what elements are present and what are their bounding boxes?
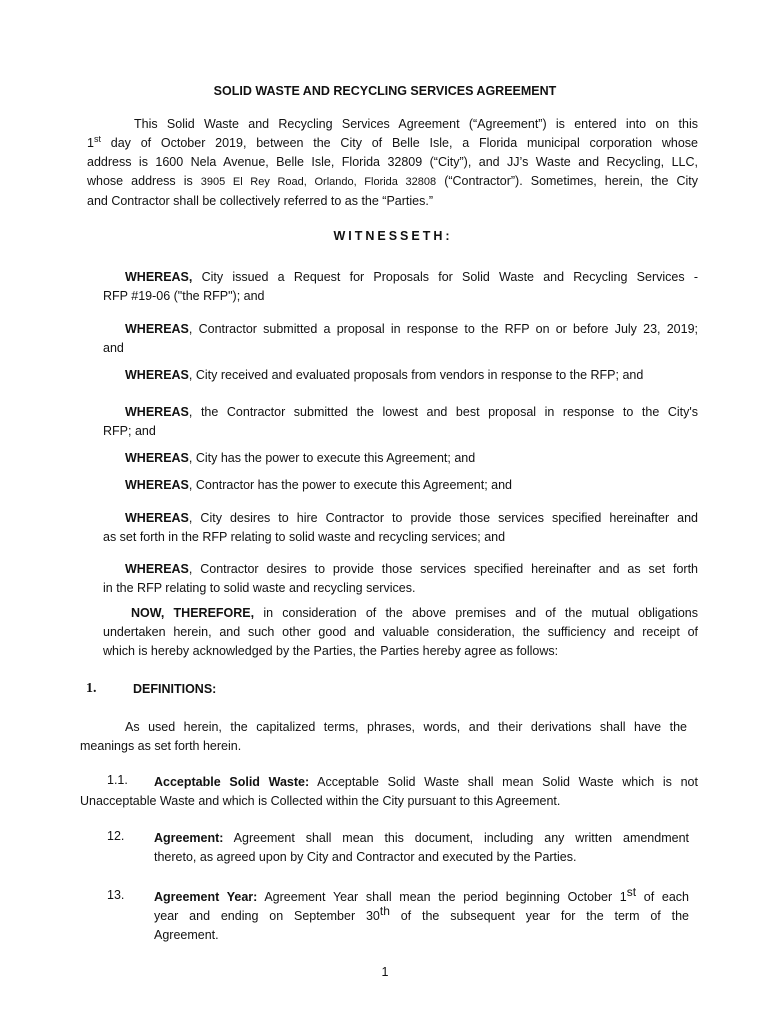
intro-line-2: 1st day of October 2019, between the City of Belle Isle, a Florida municipal corporation whose bbox=[87, 133, 698, 150]
page-number: 1 bbox=[381, 965, 389, 979]
intro-paragraph bbox=[87, 115, 698, 211]
definition-item: Agreement Year: Agreement Year shall mean the period beginning October 1st of each year and ending on September 30th of the subsequent year for the term of the Agreement. bbox=[154, 884, 689, 942]
definitions-intro: As used herein, the capitalized terms, phrases, words, and their derivations shall have the meanings as set forth herein. bbox=[80, 720, 687, 753]
whereas-clause: WHEREAS, City has the power to execute this Agreement; and bbox=[125, 451, 476, 465]
whereas-clause: WHEREAS, Contractor submitted a proposal in response to the RFP on or before July 23, 2019; and bbox=[103, 322, 698, 355]
whereas-clause: WHEREAS, Contractor desires to provide those services specified hereinafter and as set forth in the RFP relating to solid waste and recycling services. bbox=[103, 562, 698, 595]
whereas-clause: WHEREAS, the Contractor submitted the lowest and best proposal in response to the City's RFP; and bbox=[103, 405, 698, 438]
document-title: SOLID WASTE AND RECYCLING SERVICES AGREEMENT bbox=[213, 84, 557, 98]
section-title: DEFINITIONS: bbox=[133, 682, 217, 696]
whereas-clause: WHEREAS, City issued a Request for Proposals for Solid Waste and Recycling Services - RFP #19-06 ("the RFP"); and bbox=[103, 270, 698, 303]
definition-number: 12. bbox=[107, 829, 125, 843]
definition-number: 13. bbox=[107, 888, 125, 902]
definition-item: Acceptable Solid Waste: Acceptable Solid Waste shall mean Solid Waste which is not Unacceptable Waste and which is Collected within the City pursuant to this Agreement. bbox=[80, 775, 698, 808]
whereas-clause: WHEREAS, Contractor has the power to execute this Agreement; and bbox=[125, 478, 513, 492]
now-therefore-paragraph: NOW, THEREFORE, in consideration of the above premises and of the mutual obligations undertaken herein, and such other good and valuable consideration, the sufficiency and receipt of which is hereby acknowledged by the Parties, the Parties hereby agree as follows: bbox=[103, 606, 698, 658]
section-number: 1. bbox=[86, 681, 97, 696]
witnesseth-heading: WITNESSETH: bbox=[333, 229, 453, 243]
whereas-clause: WHEREAS, City received and evaluated proposals from vendors in response to the RFP; and bbox=[125, 368, 644, 382]
definition-number: 1.1. bbox=[107, 773, 128, 787]
whereas-clause: WHEREAS, City desires to hire Contractor to provide those services specified hereinafter and as set forth in the RFP relating to solid waste and recycling services; and bbox=[103, 511, 698, 544]
definition-item: Agreement: Agreement shall mean this document, including any written amendment thereto, as agreed upon by City and Contractor and executed by the Parties. bbox=[154, 831, 689, 864]
intro-line-4: whose address is 3905 El Rey Road, Orlando, Florida 32808 (“Contractor”). Sometimes, herein, the City bbox=[87, 174, 698, 188]
intro-line-3: address is 1600 Nela Avenue, Belle Isle, Florida 32809 (“City”), and JJ’s Waste and Recycling, LLC, bbox=[87, 155, 698, 169]
intro-line-5: and Contractor shall be collectively referred to as the “Parties.” bbox=[87, 194, 433, 208]
intro-line-1: This Solid Waste and Recycling Services Agreement (“Agreement”) is entered into on this bbox=[134, 117, 698, 131]
